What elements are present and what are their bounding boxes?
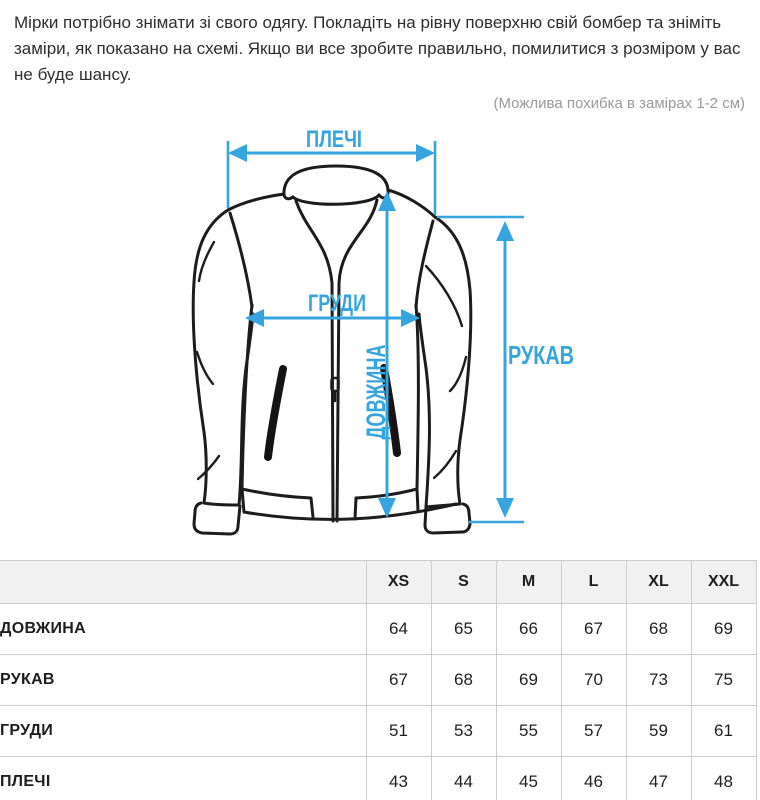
value-cell: 67 — [561, 604, 626, 655]
row-label-chest: ГРУДИ — [0, 706, 366, 757]
left-pocket — [268, 369, 283, 457]
value-cell: 68 — [626, 604, 691, 655]
value-cell: 73 — [626, 655, 691, 706]
jacket-diagram-svg — [0, 120, 760, 552]
right-armpit-seam — [416, 221, 433, 307]
intro-text: Мірки потрібно знімати зі свого одягу. Покладіть на рівну поверхню свій бомбер та зніміть заміри, як показано на схемі. Якщо ви все зробите правильно, помилитися з розміром у вас не буде шансу. — [14, 13, 741, 84]
left-wrist-line — [204, 503, 239, 505]
table-row-chest — [0, 706, 756, 757]
neckline-left — [296, 201, 333, 521]
length-arrowhead-top — [378, 191, 396, 211]
size-header-xs: XS — [366, 561, 431, 604]
collar-end-left — [284, 195, 293, 199]
value-cell: 48 — [691, 757, 756, 800]
body-right-edge — [416, 305, 418, 489]
size-table-corner-cell — [0, 561, 366, 604]
left-armpit-seam — [230, 213, 252, 307]
label-shoulders: ПЛЕЧІ — [306, 126, 362, 153]
table-row-shoulders — [0, 757, 756, 800]
body-left-edge — [242, 305, 252, 489]
table-row-length — [0, 604, 756, 655]
value-cell: 70 — [561, 655, 626, 706]
jacket-outline — [193, 166, 471, 534]
value-cell: 45 — [496, 757, 561, 800]
size-guide-page — [0, 10, 760, 800]
size-header-m: M — [496, 561, 561, 604]
right-arm-inner — [419, 314, 429, 507]
shoulder-seam-left — [228, 194, 284, 210]
hem-notch-right-seam — [417, 489, 418, 511]
shoulders-arrowhead-left — [228, 144, 247, 162]
hem-notch-left-seam — [242, 489, 244, 512]
value-cell: 68 — [431, 655, 496, 706]
value-cell: 44 — [431, 757, 496, 800]
value-cell: 67 — [366, 655, 431, 706]
row-label-length: ДОВЖИНА — [0, 604, 366, 655]
zipper-pull — [332, 378, 339, 391]
size-table-header-row — [0, 561, 756, 604]
value-cell: 55 — [496, 706, 561, 757]
value-cell: 59 — [626, 706, 691, 757]
size-header-s: S — [431, 561, 496, 604]
value-cell: 57 — [561, 706, 626, 757]
value-cell: 43 — [366, 757, 431, 800]
value-cell: 47 — [626, 757, 691, 800]
value-cell: 66 — [496, 604, 561, 655]
value-cell: 69 — [691, 604, 756, 655]
label-sleeve: РУКАВ — [508, 340, 574, 370]
size-header-l: L — [561, 561, 626, 604]
label-chest: ГРУДИ — [308, 290, 366, 317]
size-header-xl: XL — [626, 561, 691, 604]
row-label-shoulders: ПЛЕЧІ — [0, 757, 366, 800]
collar-outer — [284, 166, 388, 195]
value-cell: 64 — [366, 604, 431, 655]
size-table — [0, 560, 757, 800]
row-label-sleeve: РУКАВ — [0, 655, 366, 706]
value-cell: 75 — [691, 655, 756, 706]
size-header-xxl: XXL — [691, 561, 756, 604]
label-length: ДОВЖИНА — [361, 297, 391, 440]
value-cell: 69 — [496, 655, 561, 706]
sleeve-arrowhead-bottom — [496, 498, 514, 518]
value-cell: 53 — [431, 706, 496, 757]
collar-inner — [293, 195, 379, 204]
value-cell: 61 — [691, 706, 756, 757]
tolerance-note: (Можлива похибка в замірах 1-2 см) — [493, 95, 745, 112]
shoulder-seam-right — [388, 190, 435, 217]
value-cell: 51 — [366, 706, 431, 757]
left-cuff — [194, 503, 240, 534]
jacket-measurement-diagram — [0, 120, 760, 552]
sleeve-arrowhead-top — [496, 221, 514, 241]
hem-notch-center-right — [355, 498, 356, 519]
chest-arrowhead-left — [245, 309, 264, 327]
shoulders-arrowhead-right — [416, 144, 435, 162]
value-cell: 65 — [431, 604, 496, 655]
value-cell: 46 — [561, 757, 626, 800]
table-row-sleeve — [0, 655, 756, 706]
